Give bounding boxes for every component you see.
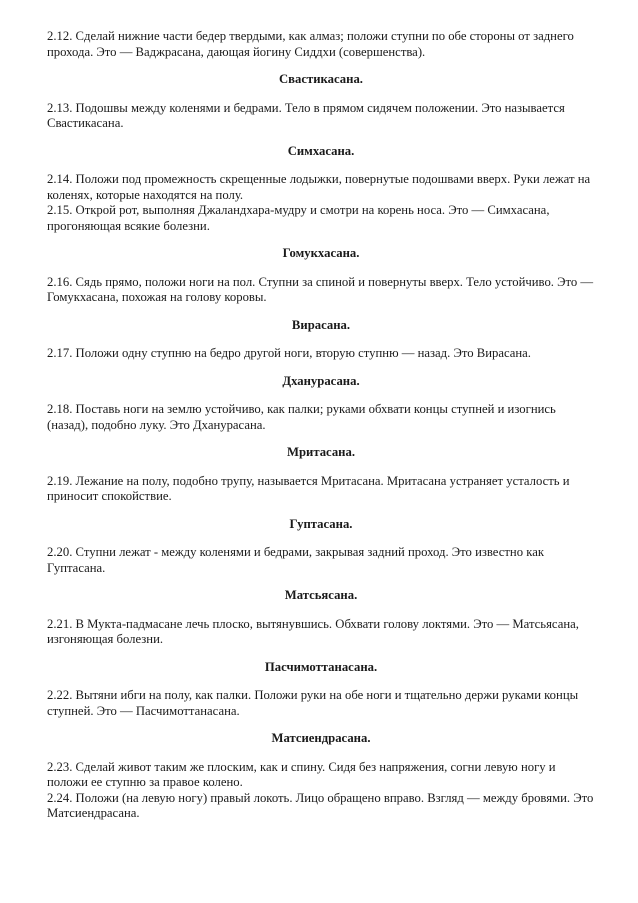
paragraph-2-21: 2.21. В Мукта-падмасане лечь плоско, вытянувшись. Обхвати голову локтями. Это — Матсьясана, изгоняющая болезни. [47, 616, 579, 646]
heading-guptasana: Гуптасана. [289, 516, 353, 531]
paragraph-2-16: 2.16. Сядь прямо, положи ноги на пол. Ступни за спиной и повернуты вверх. Тело устойчиво. Это — Гомукхасана, похожая на голову коровы. [47, 274, 594, 304]
heading-matsyasana: Матсьясана. [284, 588, 358, 602]
heading-paschimottanasana: Пасчимоттанасана. [264, 659, 378, 674]
heading-mritasana: Мритасана. [286, 445, 356, 459]
document-page [47, 29, 595, 822]
heading-dhanurasana: Дханурасана. [282, 373, 360, 388]
heading-svastikasana: Свастикасана. [279, 72, 363, 86]
paragraph-2-24: 2.24. Положи (на левую ногу) правый локоть. Лицо обращено вправо. Взгляд — между бровями. Это Матсиендрасана. [47, 790, 594, 820]
paragraph-2-15: 2.15. Открой рот, выполняя Джаландхара-мудру и смотри на корень носа. Это — Симхасана, прогоняющая всякие болезни. [47, 203, 550, 233]
heading-gomukhasana: Гомукхасана. [282, 246, 360, 260]
heading-matsyendrasana: Матсиендрасана. [271, 731, 371, 745]
paragraph-2-12: 2.12. Сделай нижние части бедер твердыми, как алмаз; положи ступни по обе стороны от заднего прохода. Это — Ваджрасана, дающая йогину Сиддхи (совершенства). [47, 29, 574, 59]
paragraph-2-14: 2.14. Положи под промежность скрещенные лодыжки, повернутые подошвами вверх. Руки лежат на коленях, которые находятся на полу. [47, 172, 591, 202]
paragraph-2-13: 2.13. Подошвы между коленями и бедрами. Тело в прямом сидячем положении. Это называется Свастикасана. [47, 100, 565, 130]
paragraph-2-19: 2.19. Лежание на полу, подобно трупу, называется Мритасана. Мритасана устраняет усталость и приносит спокойствие. [47, 473, 570, 503]
paragraph-2-22: 2.22. Вытяни ибги на полу, как палки. Положи руки на обе ноги и тщательно держи руками концы ступней. Это — Пасчимоттанасана. [47, 688, 579, 718]
heading-virasana: Вирасана. [291, 317, 351, 332]
paragraph-2-20: 2.20. Ступни лежат - между коленями и бедрами, закрывая задний проход. Это известно как Гуптасана. [47, 545, 544, 575]
paragraph-2-17: 2.17. Положи одну ступню на бедро другой ноги, вторую ступню — назад. Это Вирасана. [47, 346, 531, 360]
paragraph-2-18: 2.18. Поставь ноги на землю устойчиво, как палки; руками обхвати концы ступней и изогнись (назад), подобно луку. Это Дханурасана. [47, 402, 556, 432]
paragraph-2-23: 2.23. Сделай живот таким же плоским, как и спину. Сидя без напряжения, согни левую ногу и положи ее ступню за правое колено. [47, 759, 556, 789]
heading-simhasana: Симхасана. [287, 143, 355, 158]
